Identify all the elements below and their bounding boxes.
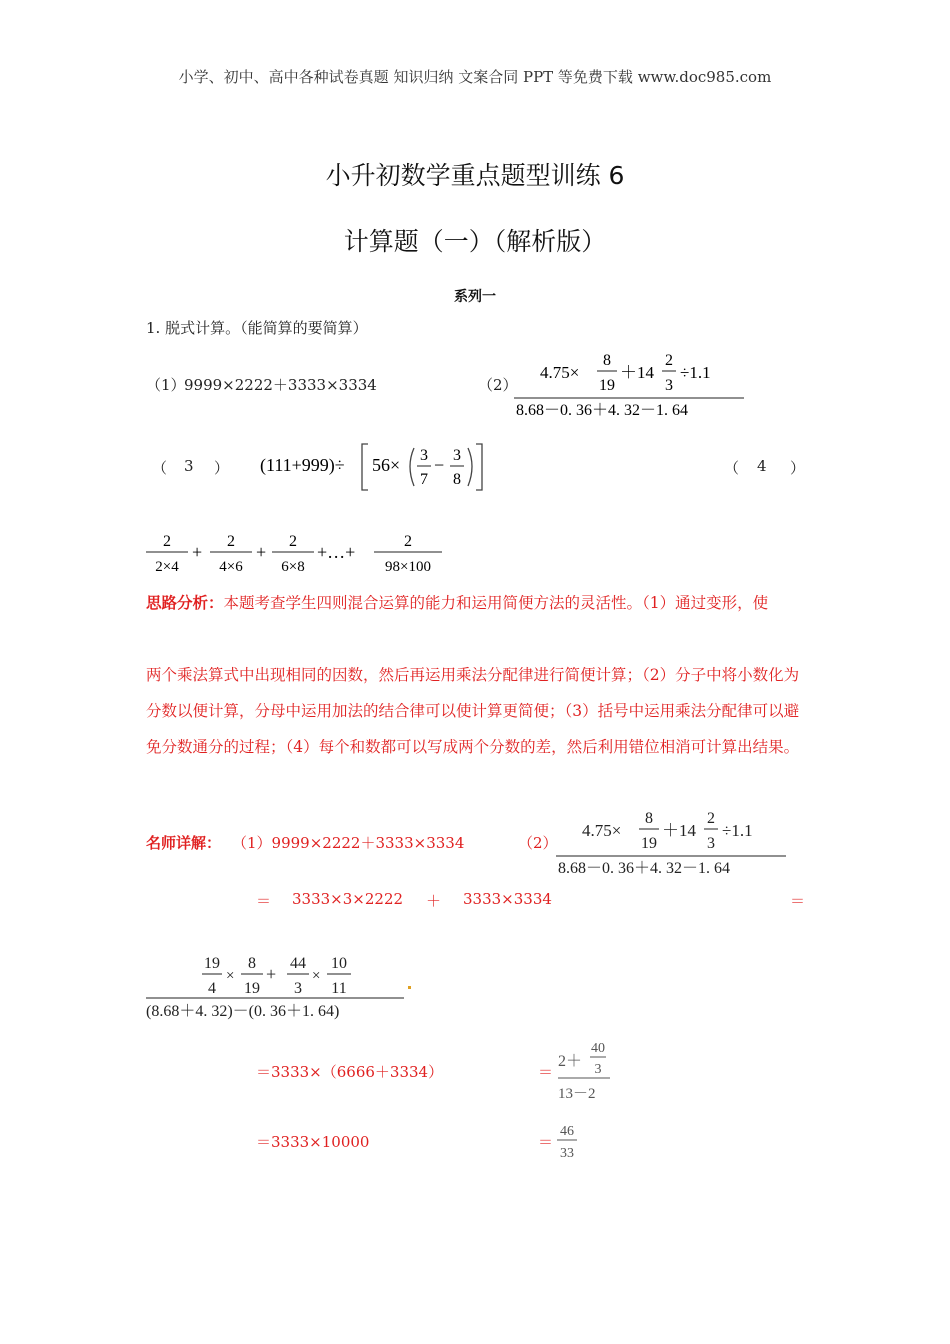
page-title: 小升初数学重点题型训练 6 (325, 161, 625, 190)
sol1-line1-plus: ＋ (426, 892, 442, 910)
q3-f2-denominator: 8 (453, 471, 461, 488)
sol2-step3-expression (554, 1118, 584, 1164)
q4-expression (142, 528, 452, 578)
sol1-line0: （1）9999×2222＋3333×3334 (232, 834, 465, 852)
analysis-continuation: 两个乘法算式中出现相同的因数，然后再运用乘法分配律进行简便计算；（2）分子中将小数化为分数以便计算，分母中运用加法的结合律可以使计算更简便；（3）括号中运用乘法分配律可以避免分数通分的过程；（4）每个和数都可以写成两个分数的差，然后利用错位相消可计算出结果。 (146, 666, 800, 756)
step1-f1-numerator: 19 (204, 955, 220, 972)
q2-expression (510, 348, 760, 420)
sol2-num-tail: ÷1.1 (722, 821, 753, 840)
q3-right-bracket (476, 444, 482, 490)
q4-number: 4 (757, 457, 767, 475)
q2-f1-numerator: 8 (603, 352, 611, 369)
sol1-line1-b: 3333×3334 (463, 890, 552, 908)
q2-num-tail: ÷1.1 (680, 363, 711, 382)
page-subtitle: 计算题（一）（解析版） (343, 227, 607, 256)
sol2-num-a: 4.75× (582, 821, 622, 840)
sol2-step1-expression (142, 948, 422, 1024)
q4-f1-denominator: 2×4 (155, 559, 179, 575)
step3-numerator: 46 (560, 1124, 574, 1139)
step1-f3-numerator: 44 (290, 955, 306, 972)
sol2-f2-denominator: 3 (707, 835, 715, 852)
step2-f-denominator: 3 (594, 1062, 602, 1077)
q4-ellipsis: +…+ (317, 542, 356, 562)
step2-num-a: 2＋ (558, 1053, 583, 1070)
q4-f3-denominator: 6×8 (281, 559, 305, 575)
q2-denominator: 8.68－0. 36＋4. 32－1. 64 (516, 402, 689, 419)
step2-f-numerator: 40 (591, 1041, 605, 1056)
sol1-line3: ＝3333×10000 (256, 1133, 370, 1151)
q4-f1-numerator: 2 (163, 533, 171, 550)
step2-denominator: 13－2 (558, 1086, 596, 1102)
q2-f2-numerator: 2 (665, 352, 673, 369)
step1-f3-denominator: 3 (294, 980, 302, 997)
q3-left-paren (410, 448, 414, 486)
sol2-f1-denominator: 19 (641, 835, 657, 852)
sol2-f1-numerator: 8 (645, 810, 653, 827)
q4-f2-numerator: 2 (227, 533, 235, 550)
q4-f4-numerator: 2 (404, 533, 412, 550)
sol1-line1-a: 3333×3×2222 (292, 890, 404, 908)
q1-expression: 9999×2222＋3333×3334 (184, 376, 377, 394)
step1-f2-numerator: 8 (248, 955, 256, 972)
marker-dot (408, 986, 411, 989)
q4-plus-1: + (192, 542, 203, 562)
q2-num-a: 4.75× (540, 363, 580, 382)
q4-f4-denominator: 98×100 (385, 559, 431, 575)
sol2-eq1: ＝ (790, 892, 806, 910)
q2-f2-denominator: 3 (665, 377, 673, 394)
q3-expression (258, 436, 488, 496)
step1-f2-denominator: 19 (244, 980, 260, 997)
q4-f2-denominator: 4×6 (219, 559, 243, 575)
sol2-f2-numerator: 2 (707, 810, 715, 827)
q3-right-paren (468, 448, 472, 486)
q3-part-b: 56× (372, 455, 401, 475)
sol1-line2: ＝3333×（6666＋3334） (256, 1063, 444, 1081)
q3-close: ） (214, 459, 230, 477)
q4-plus-2: + (256, 542, 267, 562)
page-header: 小学、初中、高中各种试卷真题 知识归纳 文案合同 PPT 等免费下载 www.doc985.com (178, 68, 772, 86)
q2-label: （2） (478, 376, 518, 394)
step1-f4-numerator: 10 (331, 955, 347, 972)
q2-num-plus: ＋14 (620, 363, 654, 382)
sol2-num-plus: ＋14 (662, 821, 696, 840)
q3-left-bracket (362, 444, 368, 490)
q4-close: ） (790, 459, 806, 477)
solution-label: 名师详解： (146, 834, 222, 852)
q3-part-a: (111+999)÷ (260, 455, 345, 475)
analysis-text: 本题考查学生四则混合运算的能力和运用简便方法的灵活性。（1）通过变形，使 (223, 594, 769, 612)
sol2-label: （2） (518, 834, 558, 852)
sol2-denominator: 8.68－0. 36＋4. 32－1. 64 (558, 860, 731, 877)
q3-number: 3 (184, 457, 194, 475)
q3-minus: − (434, 455, 445, 475)
q3-f1-numerator: 3 (420, 447, 428, 464)
step1-times-1: × (226, 968, 235, 984)
sol1-line1-eq: ＝ (256, 892, 272, 910)
sol2-step2-expression (556, 1036, 626, 1104)
sol2-eq3: ＝ (538, 1133, 554, 1151)
step3-denominator: 33 (560, 1146, 574, 1161)
q3-f2-numerator: 3 (453, 447, 461, 464)
step1-times-2: × (312, 968, 321, 984)
analysis-label: 思路分析： (146, 593, 224, 612)
step1-denominator: (8.68＋4. 32)－(0. 36＋1. 64) (146, 1003, 340, 1020)
q2-f1-denominator: 19 (599, 377, 615, 394)
q4-open: （ (724, 459, 740, 477)
q1-label: （1） (146, 376, 186, 394)
series-heading: 系列一 (454, 289, 496, 305)
step1-plus: + (266, 964, 277, 984)
step1-f1-denominator: 4 (208, 980, 216, 997)
sol2-original-expression (552, 806, 792, 878)
question-prompt: 1. 脱式计算。（能简算的要简算） (146, 319, 368, 337)
q3-f1-denominator: 7 (420, 471, 428, 488)
q4-f3-numerator: 2 (289, 533, 297, 550)
step1-f4-denominator: 11 (331, 980, 347, 997)
analysis-paragraph (146, 585, 810, 621)
sol2-eq2: ＝ (538, 1063, 554, 1081)
q3-open: （ (152, 459, 168, 477)
